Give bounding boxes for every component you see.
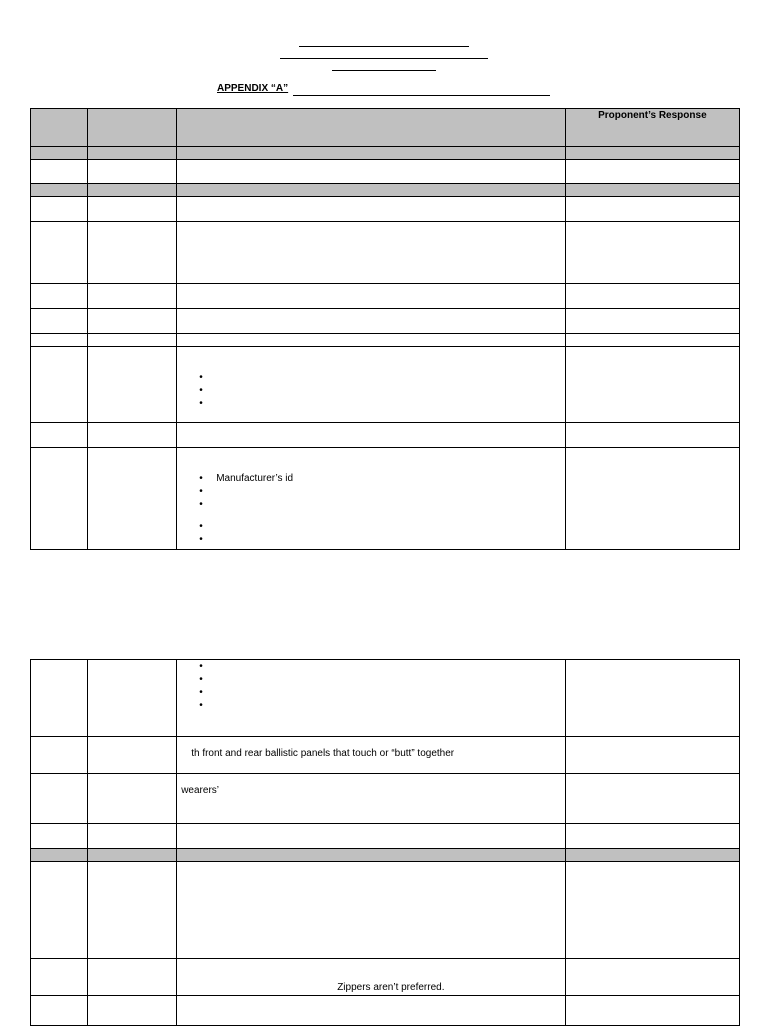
- table-row: [31, 959, 740, 996]
- list-item: [199, 686, 216, 699]
- list-item: [199, 520, 293, 533]
- row-text: wearers’: [181, 785, 219, 796]
- list-item: [199, 498, 293, 511]
- bullet-list: [199, 660, 216, 712]
- table-row: [31, 197, 740, 222]
- requirements-table-2: [30, 659, 740, 1026]
- table-header-row: [31, 109, 740, 147]
- table-row: [31, 774, 740, 824]
- list-item: [199, 673, 216, 686]
- list-item: [199, 371, 216, 384]
- bullet-list: [199, 472, 293, 546]
- table-row: [31, 222, 740, 284]
- table-row: [31, 824, 740, 849]
- section-row: [31, 849, 740, 862]
- appendix-title: APPENDIX “A”: [217, 83, 289, 94]
- row-text: Zippers aren’t preferred.: [337, 982, 445, 993]
- title-line-1: [299, 46, 469, 47]
- appendix-underline: [293, 95, 550, 96]
- table-row: [31, 448, 740, 550]
- bullet-cell: [177, 660, 566, 737]
- table-row: [31, 284, 740, 309]
- row-text: th front and rear ballistic panels that touch or “butt” together: [191, 748, 455, 759]
- list-item: [199, 384, 216, 397]
- table-row: [31, 423, 740, 448]
- list-item: [199, 533, 293, 546]
- section-row: [31, 184, 740, 197]
- title-line-2: [280, 58, 488, 59]
- list-item: [199, 397, 216, 410]
- table-row: [31, 660, 740, 737]
- header-proponent-response: Proponent’s Response: [565, 109, 739, 147]
- table-row: [31, 309, 740, 334]
- requirements-table-1: [30, 108, 740, 550]
- table-row: [31, 862, 740, 959]
- table-row: [31, 737, 740, 774]
- list-item: [199, 485, 293, 498]
- list-item: • Manufacturer’s id: [199, 472, 293, 485]
- bullet-cell: [177, 347, 566, 423]
- table-row: [31, 347, 740, 423]
- table-row: [31, 996, 740, 1026]
- table-row: [31, 334, 740, 347]
- list-item: [199, 660, 216, 673]
- list-item: [199, 699, 216, 712]
- table-row: [31, 160, 740, 184]
- bullet-list: [199, 371, 216, 410]
- bullet-cell: [177, 448, 566, 550]
- section-row: [31, 147, 740, 160]
- title-line-3: [332, 70, 436, 71]
